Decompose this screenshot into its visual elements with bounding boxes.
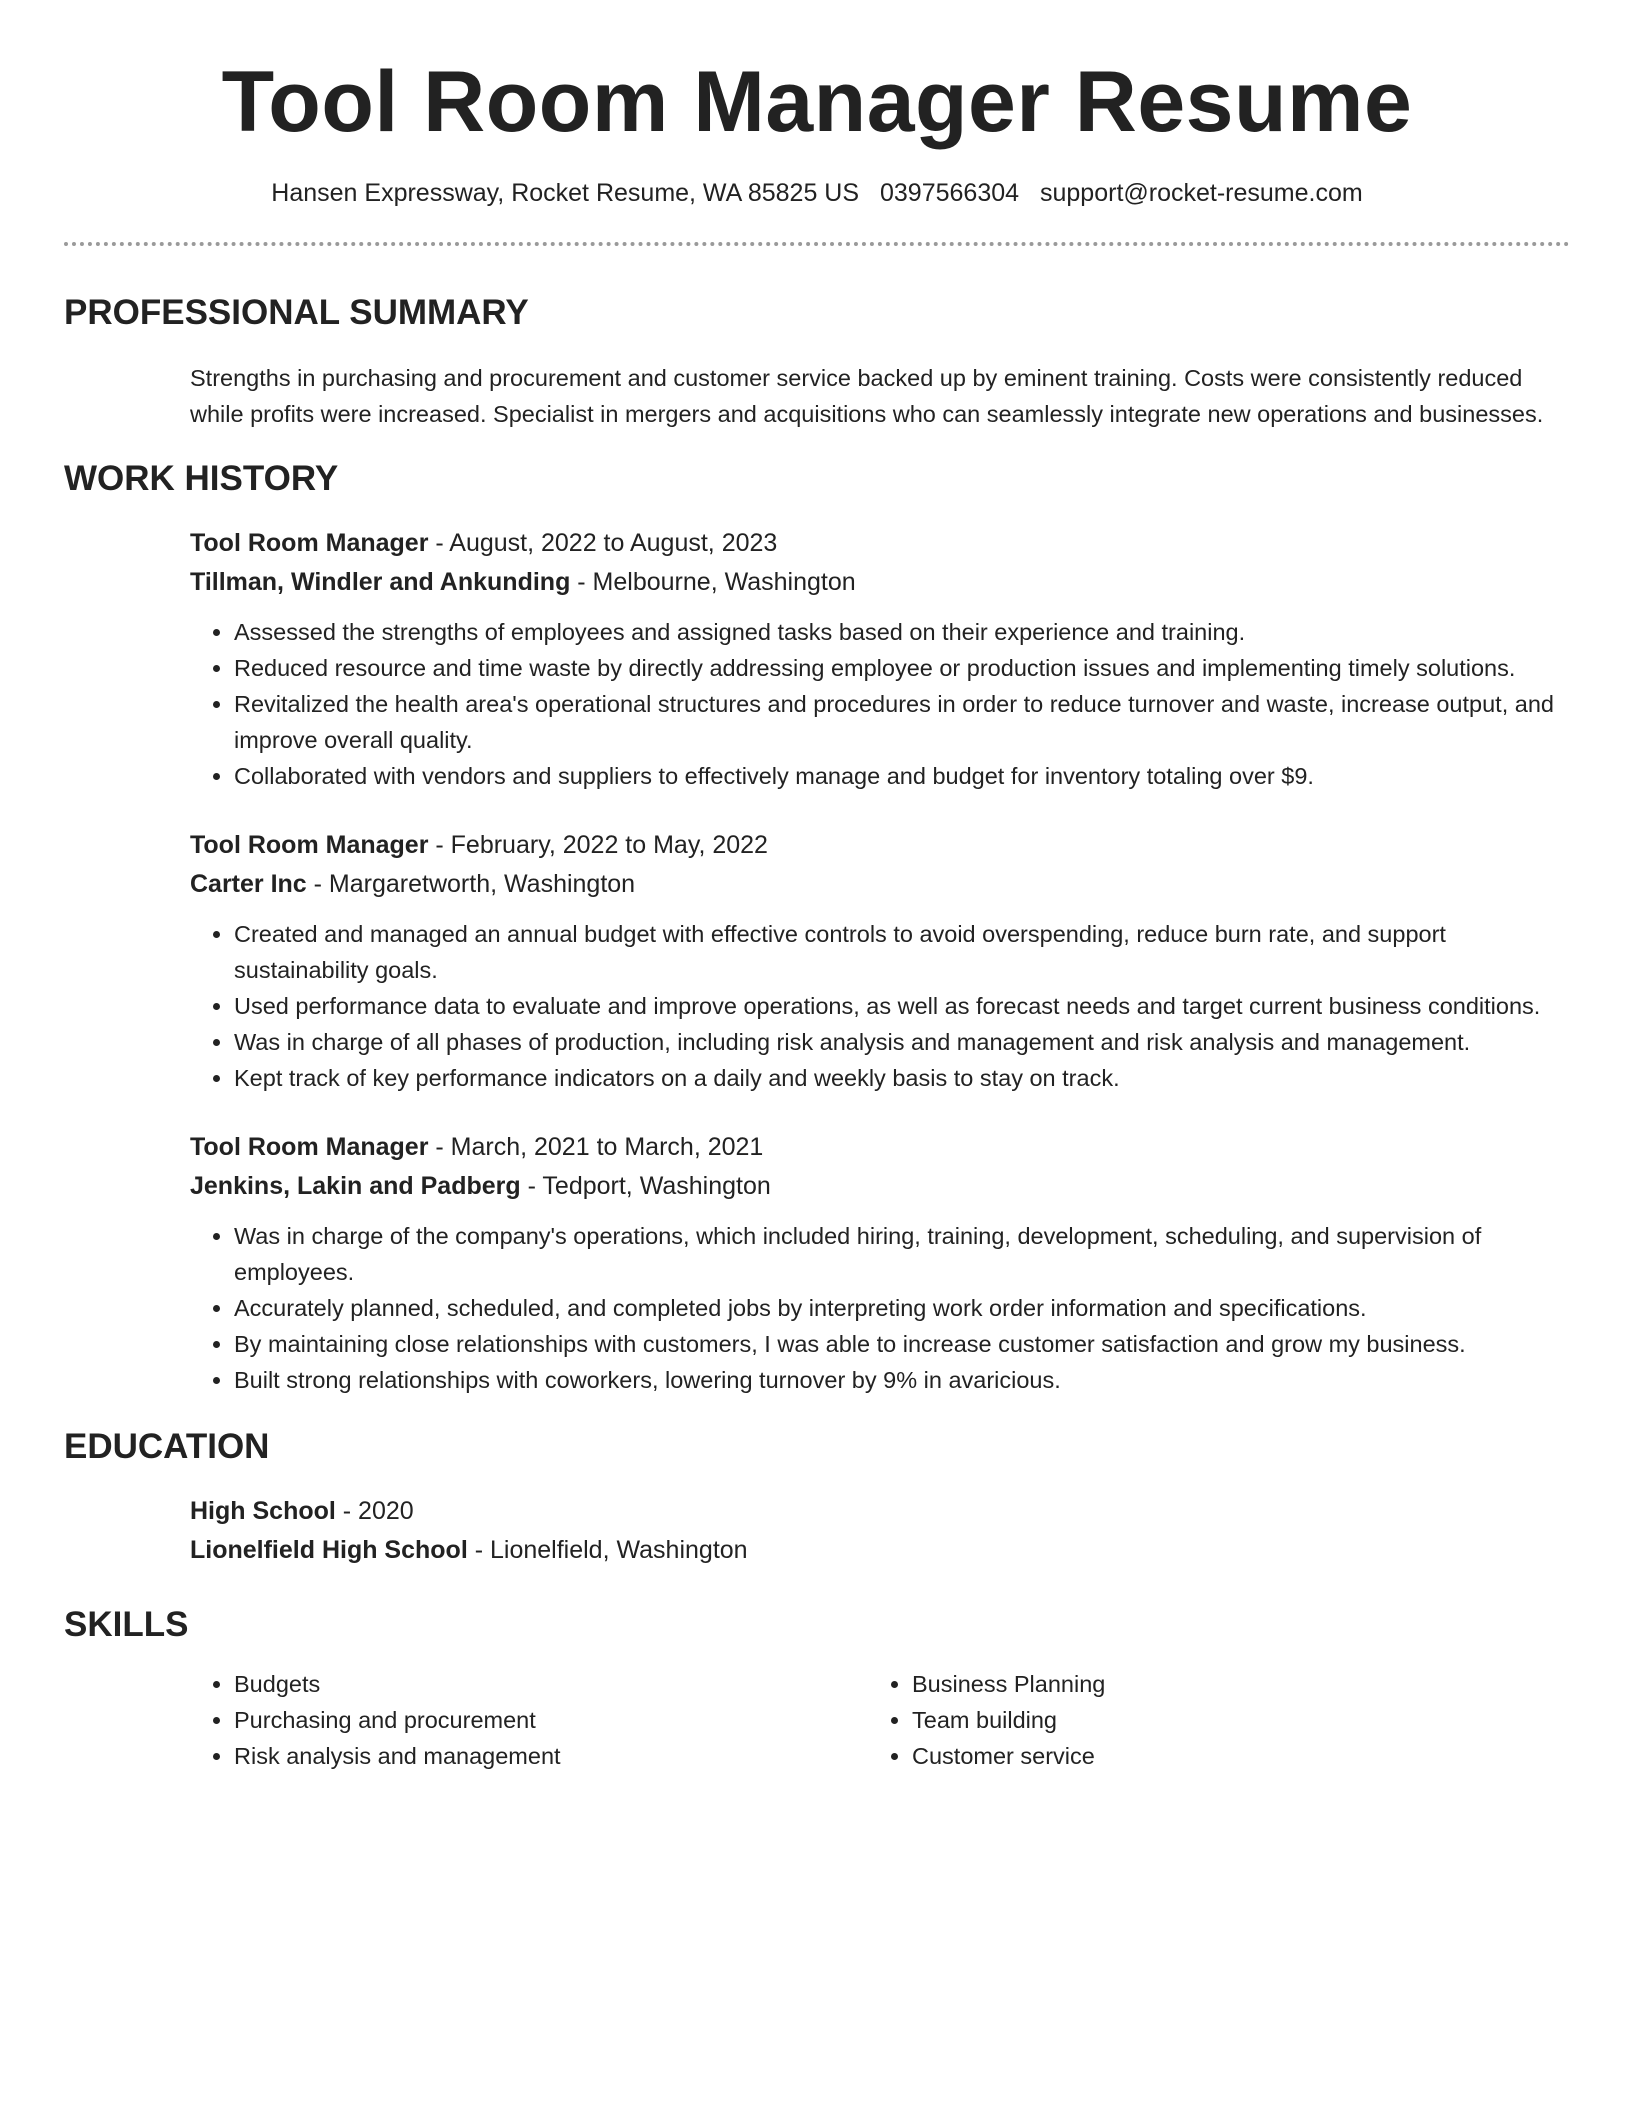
job-dates: - February, 2022 to May, 2022 xyxy=(428,831,768,859)
job-company-line xyxy=(190,1167,1570,1206)
job-bullet: • Assessed the strengths of employees and assigned tasks based on their experience and training. xyxy=(234,614,1570,650)
job-bullets xyxy=(190,614,1570,794)
job-dates: - March, 2021 to March, 2021 xyxy=(428,1133,764,1161)
job-company: Jenkins, Lakin and Padberg xyxy=(190,1172,521,1200)
section-title-work-history: WORK HISTORY xyxy=(64,459,339,498)
job-bullet: • Was in charge of all phases of production, including risk analysis and management and risk analysis and management. xyxy=(234,1024,1570,1060)
education-entry xyxy=(190,1492,1570,1570)
header-divider xyxy=(64,242,1570,246)
job-bullets xyxy=(190,1218,1570,1398)
job-company: Carter Inc xyxy=(190,870,307,898)
section-title-summary: PROFESSIONAL SUMMARY xyxy=(64,293,529,332)
job-bullet: • Revitalized the health area's operational structures and procedures in order to reduce turnover and waste, increase output, and improve overall quality. xyxy=(234,686,1570,758)
education-degree: High School xyxy=(190,1497,336,1525)
contact-phone: 0397566304 xyxy=(880,179,1020,207)
job-title-line xyxy=(190,524,1570,563)
job-bullet: • Collaborated with vendors and suppliers to effectively manage and budget for inventory totaling over $9. xyxy=(234,758,1570,794)
job-title-line xyxy=(190,826,1570,865)
job-entry xyxy=(190,1128,1570,1398)
job-bullet: • Was in charge of the company's operations, which included hiring, training, development, scheduling, and supervision of employees. xyxy=(234,1218,1570,1290)
skills-column-left xyxy=(190,1666,868,1774)
job-company: Tillman, Windler and Ankunding xyxy=(190,568,571,596)
job-bullets xyxy=(190,916,1570,1096)
job-bullet: • By maintaining close relationships with customers, I was able to increase customer satisfaction and grow my business. xyxy=(234,1326,1570,1362)
job-entry xyxy=(190,524,1570,794)
skill-item: • Budgets xyxy=(234,1666,868,1702)
section-title-education: EDUCATION xyxy=(64,1427,270,1466)
contact-email: support@rocket-resume.com xyxy=(1040,179,1363,207)
job-dates: - August, 2022 to August, 2023 xyxy=(428,529,778,557)
section-title-skills: SKILLS xyxy=(64,1605,189,1644)
job-title: Tool Room Manager xyxy=(190,529,429,557)
job-location: - Margaretworth, Washington xyxy=(306,870,636,898)
job-bullet: • Reduced resource and time waste by directly addressing employee or production issues and implementing timely solutions. xyxy=(234,650,1570,686)
job-location: - Tedport, Washington xyxy=(520,1172,771,1200)
contact-line xyxy=(64,176,1570,210)
education-location: - Lionelfield, Washington xyxy=(467,1536,748,1564)
skill-item: • Risk analysis and management xyxy=(234,1738,868,1774)
job-company-line xyxy=(190,865,1570,904)
skill-item: • Team building xyxy=(912,1702,1546,1738)
job-location: - Melbourne, Washington xyxy=(570,568,856,596)
job-entry xyxy=(190,826,1570,1096)
summary-text: Strengths in purchasing and procurement and customer service backed up by eminent training. Costs were consistently reduced while profits were increased. Specialist in mergers and acquisitions who can seamlessly integrate new operations and businesses. xyxy=(190,365,1544,427)
job-bullet: • Kept track of key performance indicators on a daily and weekly basis to stay on track. xyxy=(234,1060,1570,1096)
skills-list xyxy=(190,1666,1570,1774)
education-degree-line xyxy=(190,1492,1570,1531)
job-bullet: • Used performance data to evaluate and improve operations, as well as forecast needs and target current business conditions. xyxy=(234,988,1570,1024)
skills-column-right xyxy=(868,1666,1546,1774)
resume-page xyxy=(64,0,1570,1774)
skill-item: • Customer service xyxy=(912,1738,1546,1774)
education-year: - 2020 xyxy=(335,1497,414,1525)
skill-item: • Purchasing and procurement xyxy=(234,1702,868,1738)
education-school: Lionelfield High School xyxy=(190,1536,468,1564)
education-school-line xyxy=(190,1531,1570,1570)
job-bullet: • Accurately planned, scheduled, and completed jobs by interpreting work order information and specifications. xyxy=(234,1290,1570,1326)
job-title: Tool Room Manager xyxy=(190,1133,429,1161)
job-title-line xyxy=(190,1128,1570,1167)
contact-address: Hansen Expressway, Rocket Resume, WA 85825 US xyxy=(271,179,860,207)
job-title: Tool Room Manager xyxy=(190,831,429,859)
page-title: Tool Room Manager Resume xyxy=(221,54,1413,150)
job-bullet: • Created and managed an annual budget with effective controls to avoid overspending, reduce burn rate, and support sustainability goals. xyxy=(234,916,1570,988)
skill-item: • Business Planning xyxy=(912,1666,1546,1702)
job-bullet: • Built strong relationships with coworkers, lowering turnover by 9% in avaricious. xyxy=(234,1362,1570,1398)
job-company-line xyxy=(190,563,1570,602)
